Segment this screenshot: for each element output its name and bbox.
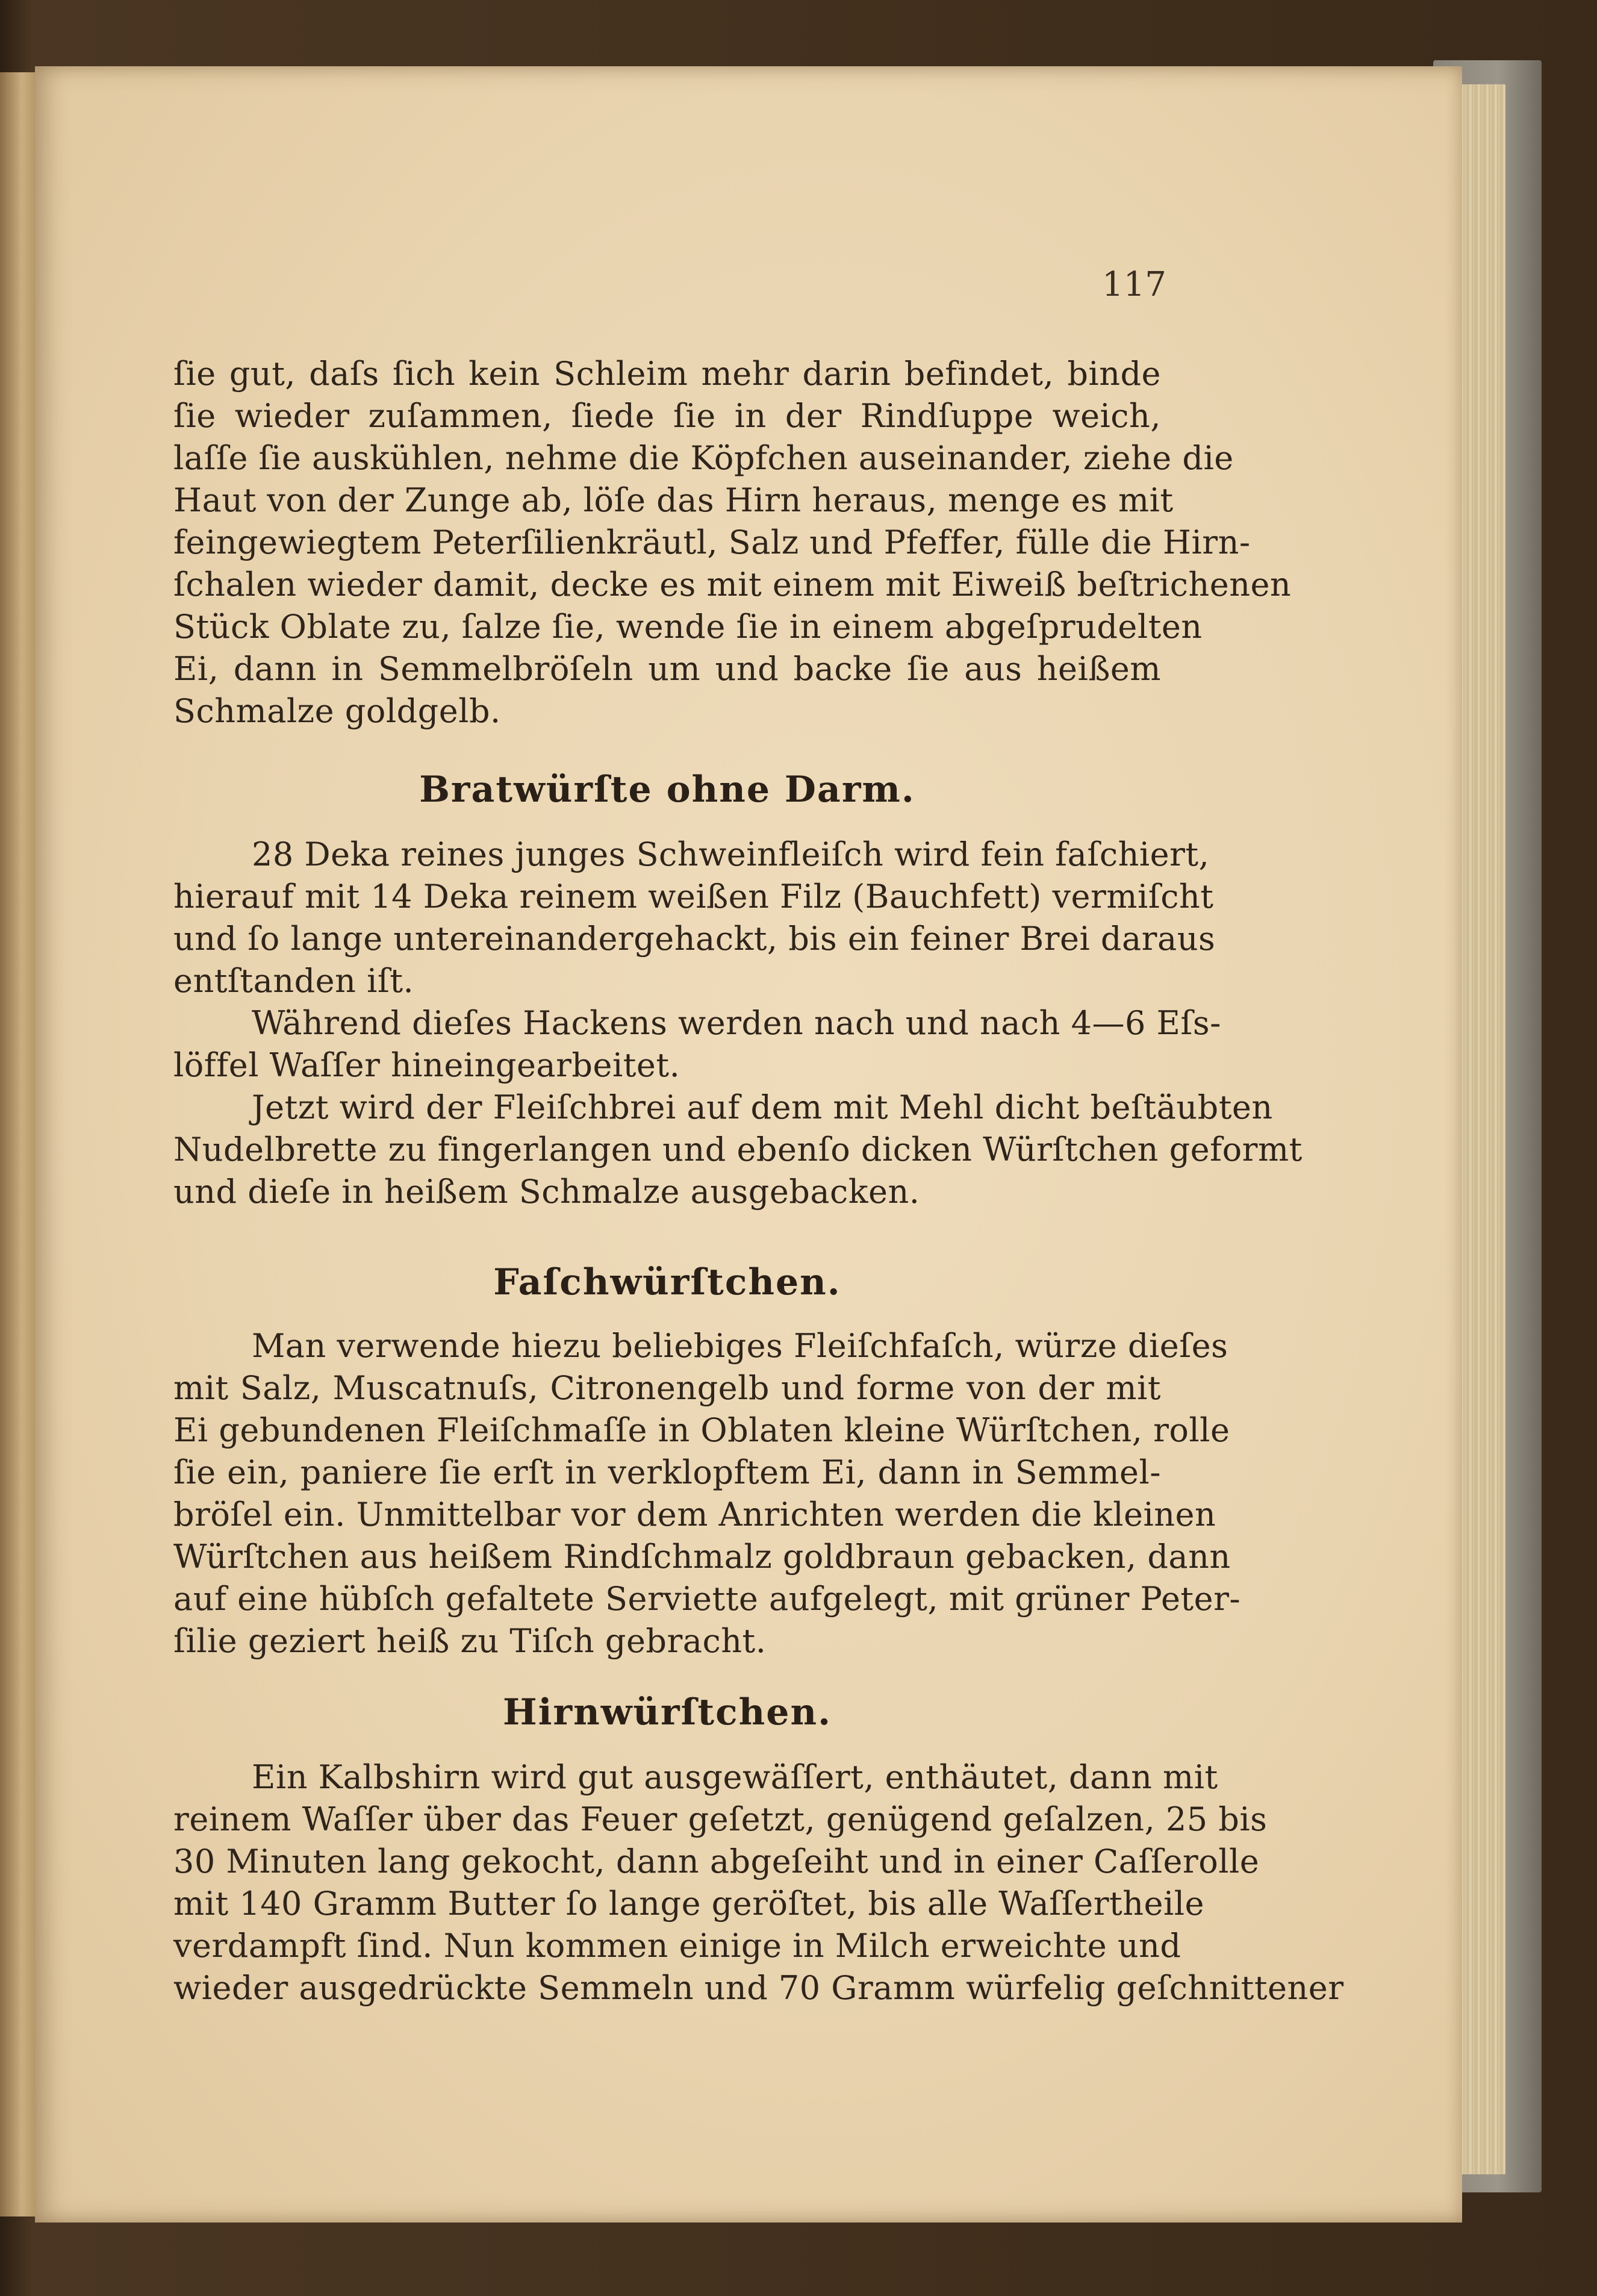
text-line: mit Salz, Muscatnuſs, Citronengelb und forme von der mit bbox=[173, 1369, 1161, 1407]
text-line: ſie wieder zuſammen, ſiede ſie in der Rindſuppe weich, bbox=[173, 397, 1161, 435]
heading-bratwuerste: Bratwürſte ohne Darm. bbox=[419, 769, 915, 811]
text-line: ſilie geziert heiß zu Tiſch gebracht. bbox=[173, 1622, 767, 1660]
text-line: Während dieſes Hackens werden nach und nach 4—6 Eſs- bbox=[252, 1004, 1221, 1042]
text-line: entſtanden iſt. bbox=[173, 962, 414, 1000]
text-line: und ſo lange untereinandergehackt, bis ein feiner Brei daraus bbox=[173, 920, 1216, 958]
text-line: Ein Kalbshirn wird gut ausgewäſſert, enthäutet, dann mit bbox=[252, 1758, 1218, 1796]
text-line: Haut von der Zunge ab, löſe das Hirn heraus, menge es mit bbox=[173, 481, 1174, 519]
faschwuerstchen-paragraph bbox=[173, 1325, 1241, 1662]
page-number: 117 bbox=[1102, 265, 1166, 304]
text-line: mit 140 Gramm Butter ſo lange geröſtet, bis alle Waſſertheile bbox=[173, 1885, 1204, 1923]
text-line: löffel Waſſer hineingearbeitet. bbox=[173, 1046, 680, 1084]
facing-page-edge bbox=[0, 72, 36, 2216]
text-line: ſie gut, daſs ſich kein Schleim mehr darin befindet, binde bbox=[173, 355, 1161, 393]
text-line: ſie ein, paniere ſie erſt in verklopftem Ei, dann in Semmel- bbox=[173, 1453, 1161, 1491]
text-line: laſſe ſie auskühlen, nehme die Köpfchen auseinander, ziehe die bbox=[173, 439, 1234, 477]
text-line: Stück Oblate zu, ſalze ſie, wende ſie in einem abgeſprudelten bbox=[173, 608, 1203, 646]
text-line: bröſel ein. Unmittelbar vor dem Anrichten werden die kleinen bbox=[173, 1496, 1216, 1533]
text-line: 30 Minuten lang gekocht, dann abgeſeiht und in einer Caſſerolle bbox=[173, 1842, 1260, 1880]
text-line: Jetzt wird der Fleiſchbrei auf dem mit Mehl dicht beſtäubten bbox=[252, 1088, 1273, 1126]
text-line: reinem Waſſer über das Feuer geſetzt, genügend geſalzen, 25 bis bbox=[173, 1800, 1268, 1838]
heading-faschwuerstchen: Faſchwürſtchen. bbox=[493, 1261, 841, 1303]
bratwuerste-paragraph bbox=[173, 834, 1303, 1213]
text-line: auf eine hübſch gefaltete Serviette aufgelegt, mit grüner Peter- bbox=[173, 1580, 1241, 1618]
text-line: 28 Deka reines junges Schweinfleiſch wird fein faſchiert, bbox=[252, 835, 1210, 873]
heading-hirnwuerstchen: Hirnwürſtchen. bbox=[503, 1691, 832, 1733]
text-line: Ei gebundenen Fleiſchmaſſe in Oblaten kleine Würſtchen, rolle bbox=[173, 1411, 1230, 1449]
hirnwuerstchen-paragraph bbox=[173, 1756, 1344, 2009]
text-line: wieder ausgedrückte Semmeln und 70 Gramm würfelig geſchnittener bbox=[173, 1969, 1344, 2007]
text-line: hierauf mit 14 Deka reinem weißen Filz (Bauchfett) vermiſcht bbox=[173, 878, 1214, 916]
text-line: und dieſe in heißem Schmalze ausgebacken. bbox=[173, 1173, 920, 1211]
text-line: Ei, dann in Semmelbröſeln um und backe ſie aus heißem bbox=[173, 650, 1161, 688]
text-line: Man verwende hiezu beliebiges Fleiſchfaſch, würze dieſes bbox=[252, 1327, 1228, 1365]
text-line: ſchalen wieder damit, decke es mit einem mit Eiweiß beſtrichenen bbox=[173, 566, 1292, 604]
text-line: verdampft ſind. Nun kommen einige in Milch erweichte und bbox=[173, 1927, 1181, 1965]
text-line: feingewiegtem Peterſilienkräutl, Salz und Pfeffer, fülle die Hirn- bbox=[173, 523, 1251, 561]
text-line: Schmalze goldgelb. bbox=[173, 692, 501, 730]
text-line: Würſtchen aus heißem Rindſchmalz goldbraun gebacken, dann bbox=[173, 1538, 1231, 1576]
intro-paragraph bbox=[173, 353, 1292, 732]
text-line: Nudelbrette zu fingerlangen und ebenſo dicken Würſtchen geformt bbox=[173, 1131, 1303, 1168]
